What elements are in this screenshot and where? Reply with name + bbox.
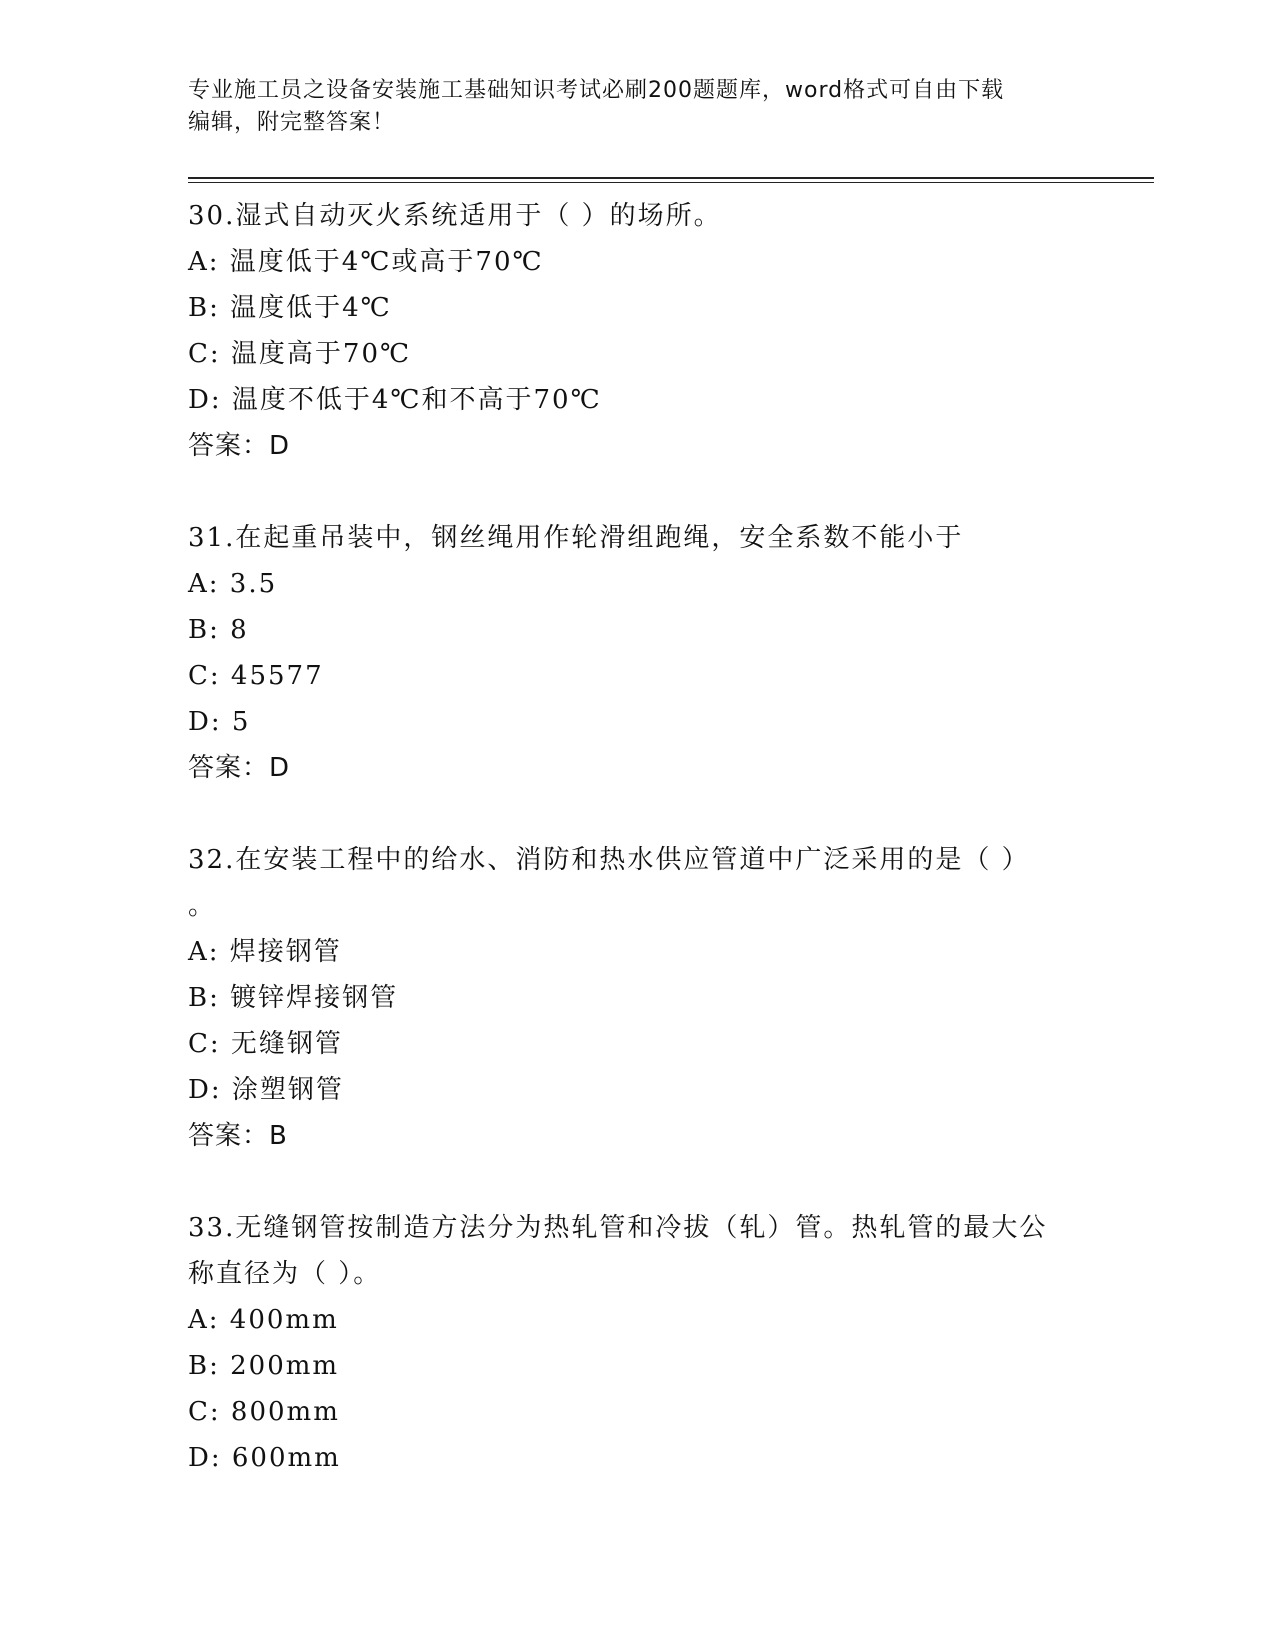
option-b: B: 8 [188, 615, 249, 645]
question-stem: 30.湿式自动灭火系统适用于（ ）的场所。 [188, 201, 722, 231]
question-32 [188, 837, 1088, 1159]
option-d: D: 温度不低于4℃和不高于70℃ [188, 385, 602, 415]
option-c: C: 800mm [188, 1397, 340, 1427]
answer-label: 答案：D [188, 431, 291, 461]
header-divider-thick [188, 177, 1154, 179]
option-a: A: 焊接钢管 [188, 937, 342, 967]
question-stem: 31.在起重吊装中，钢丝绳用作轮滑组跑绳，安全系数不能小于 [188, 523, 964, 553]
question-spacer [188, 1159, 1088, 1205]
answer-label: 答案：D [188, 753, 291, 783]
option-b: B: 镀锌焊接钢管 [188, 983, 399, 1013]
option-c: C: 温度高于70℃ [188, 339, 412, 369]
option-d: D: 5 [188, 707, 251, 737]
question-33 [188, 1205, 1088, 1481]
question-stem-line-1: 33.无缝钢管按制造方法分为热轧管和冷拔（轧）管。热轧管的最大公 [188, 1213, 1048, 1243]
option-d: D: 涂塑钢管 [188, 1075, 344, 1105]
question-31 [188, 515, 1088, 791]
header-title-line-2: 编辑，附完整答案！ [188, 110, 396, 135]
option-c: C: 45577 [188, 661, 324, 691]
question-list [188, 193, 1088, 1481]
question-stem-line-1: 32.在安装工程中的给水、消防和热水供应管道中广泛采用的是（ ） [188, 845, 1030, 875]
option-c: C: 无缝钢管 [188, 1029, 343, 1059]
option-b: B: 温度低于4℃ [188, 293, 392, 323]
option-b: B: 200mm [188, 1351, 340, 1381]
question-stem-line-2: 。 [188, 891, 217, 921]
option-a: A: 3.5 [188, 569, 278, 599]
question-stem-line-2: 称直径为（ ）。 [188, 1259, 382, 1289]
option-d: D: 600mm [188, 1443, 341, 1473]
question-30 [188, 193, 1088, 469]
document-header [188, 75, 1088, 139]
question-spacer [188, 469, 1088, 515]
header-title-line-1: 专业施工员之设备安装施工基础知识考试必刷200题题库，word格式可自由下载 [188, 78, 1005, 103]
answer-label: 答案：B [188, 1121, 288, 1151]
question-spacer [188, 791, 1088, 837]
option-a: A: 温度低于4℃或高于70℃ [188, 247, 544, 277]
option-a: A: 400mm [188, 1305, 339, 1335]
header-divider-thin [188, 182, 1154, 183]
